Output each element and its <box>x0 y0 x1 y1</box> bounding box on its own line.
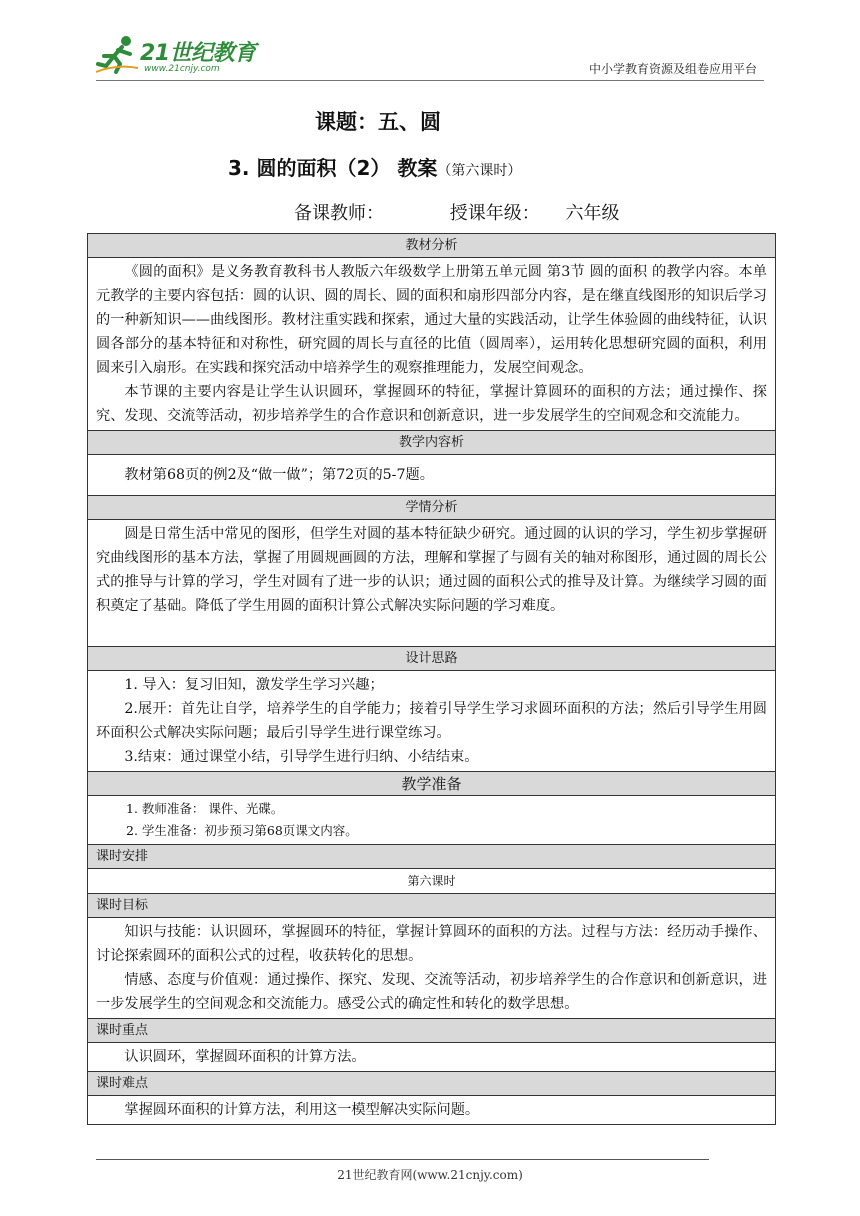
paragraph: 本节课的主要内容是让学生认识圆环，掌握圆环的特征，掌握计算圆环的面积的方法；通过操作、探究、发现、交流等活动，初步培养学生的合作意识和创新意识，进一步发展学生的空间观念和交流能力。 <box>96 384 767 424</box>
page-header <box>0 0 860 90</box>
paragraph: 认识圆环，掌握圆环面积的计算方法。 <box>124 1049 366 1065</box>
platform-label: 中小学教育资源及组卷应用平台 <box>588 62 757 76</box>
lesson-meta <box>294 199 619 225</box>
paragraph: 知识与技能：认识圆环，掌握圆环的特征，掌握计算圆环的面积的方法。过程与方法：经历动手操作、讨论探索圆环的面积公式的过程，收获转化的思想。 <box>96 924 767 964</box>
paragraph: 教材第68页的例2及“做一做”；第72页的5-7题。 <box>124 467 434 483</box>
header-divider <box>96 80 764 81</box>
preparation-heading: 教学准备 <box>88 772 775 796</box>
student-analysis-heading: 学情分析 <box>88 496 775 520</box>
footer-link[interactable]: 21世纪教育网(www.21cnjy.com) <box>337 1168 523 1182</box>
list-item: 1. 导入：复习旧知，激发学生学习兴趣； <box>124 677 384 693</box>
grade-value: 六年级 <box>565 203 620 224</box>
preparation-body <box>88 796 775 845</box>
lesson-title: 3. 圆的面积（2） 教案（第六课时） <box>228 156 522 180</box>
paragraph: 《圆的面积》是义务教育教科书人教版六年级数学上册第五单元圆 第3节 圆的面积 的教学内容。本单元教学的主要内容包括：圆的认识、圆的周长、圆的面积和扇形四部分内容，是在继直线图形的知识后学习的一种新知识——曲线图形。教材注重实践和探索，通过大量的实践活动，让学生体验圆的曲线特征，认识圆各部分的基本特征和对称性，研究圆的周长与直径的比值（圆周率），运用转化思想研究圆的面积，利用圆来引入扇形。在实践和探究活动中培养学生的观察推理能力，发展空间观念。 <box>96 264 767 376</box>
lesson-plan-table <box>87 233 776 1125</box>
list-item: 2.展开：首先让自学，培养学生的自学能力；接着引导学生学习求圆环面积的方法；然后引导学生用圆环面积公式解决实际问题；最后引导学生进行课堂练习。 <box>96 701 767 741</box>
material-analysis-body <box>88 258 775 431</box>
list-item: 2. 学生准备：初步预习第68页课文内容。 <box>126 823 358 838</box>
logo-text: 21世纪教育 <box>140 41 256 66</box>
footer-divider <box>96 1159 709 1160</box>
paragraph: 圆是日常生活中常见的图形，但学生对圆的基本特征缺少研究。通过圆的认识的学习，学生初步掌握研究曲线图形的基本方法，掌握了用圆规画圆的方法，理解和掌握了与圆有关的轴对称图形，通过圆的周长公式的推导与计算的学习，学生对圆有了进一步的认识；通过圆的面积公式的推导及计算。为继续学习圆的面积奠定了基础。降低了学生用圆的面积计算公式解决实际问题的学习难度。 <box>96 526 767 614</box>
list-item: 3.结束：通过课堂小结，引导学生进行归纳、小结结束。 <box>124 749 479 765</box>
paragraph: 情感、态度与价值观：通过操作、探究、发现、交流等活动，初步培养学生的合作意识和创新意识，进一步发展学生的空间观念和交流能力。感受公式的确定性和转化的数学思想。 <box>96 972 767 1012</box>
objectives-heading: 课时目标 <box>88 894 775 918</box>
difficulty-body <box>88 1096 775 1124</box>
site-logo[interactable] <box>96 34 266 78</box>
topic-title: 课题：五、圆 <box>315 110 441 134</box>
objectives-body <box>88 918 775 1019</box>
difficulty-heading: 课时难点 <box>88 1072 775 1096</box>
material-analysis-heading: 教材分析 <box>88 234 775 258</box>
runner-logo-icon <box>96 34 140 74</box>
lesson-note: （第六课时） <box>437 163 522 179</box>
key-point-body <box>88 1043 775 1072</box>
key-point-heading: 课时重点 <box>88 1019 775 1043</box>
schedule-value: 第六课时 <box>88 869 775 894</box>
student-analysis-body <box>88 520 775 647</box>
paragraph: 掌握圆环面积的计算方法，利用这一模型解决实际问题。 <box>124 1102 480 1118</box>
design-body <box>88 671 775 772</box>
design-heading: 设计思路 <box>88 647 775 671</box>
grade-label: 授课年级： <box>449 203 540 224</box>
logo-url: www.21cnjy.com <box>144 64 220 74</box>
content-analysis-body <box>88 455 775 496</box>
list-item: 1. 教师准备： 课件、光碟。 <box>126 801 284 816</box>
content-analysis-heading: 教学内容析 <box>88 431 775 455</box>
schedule-heading: 课时安排 <box>88 845 775 869</box>
teacher-label: 备课教师： <box>294 203 384 224</box>
